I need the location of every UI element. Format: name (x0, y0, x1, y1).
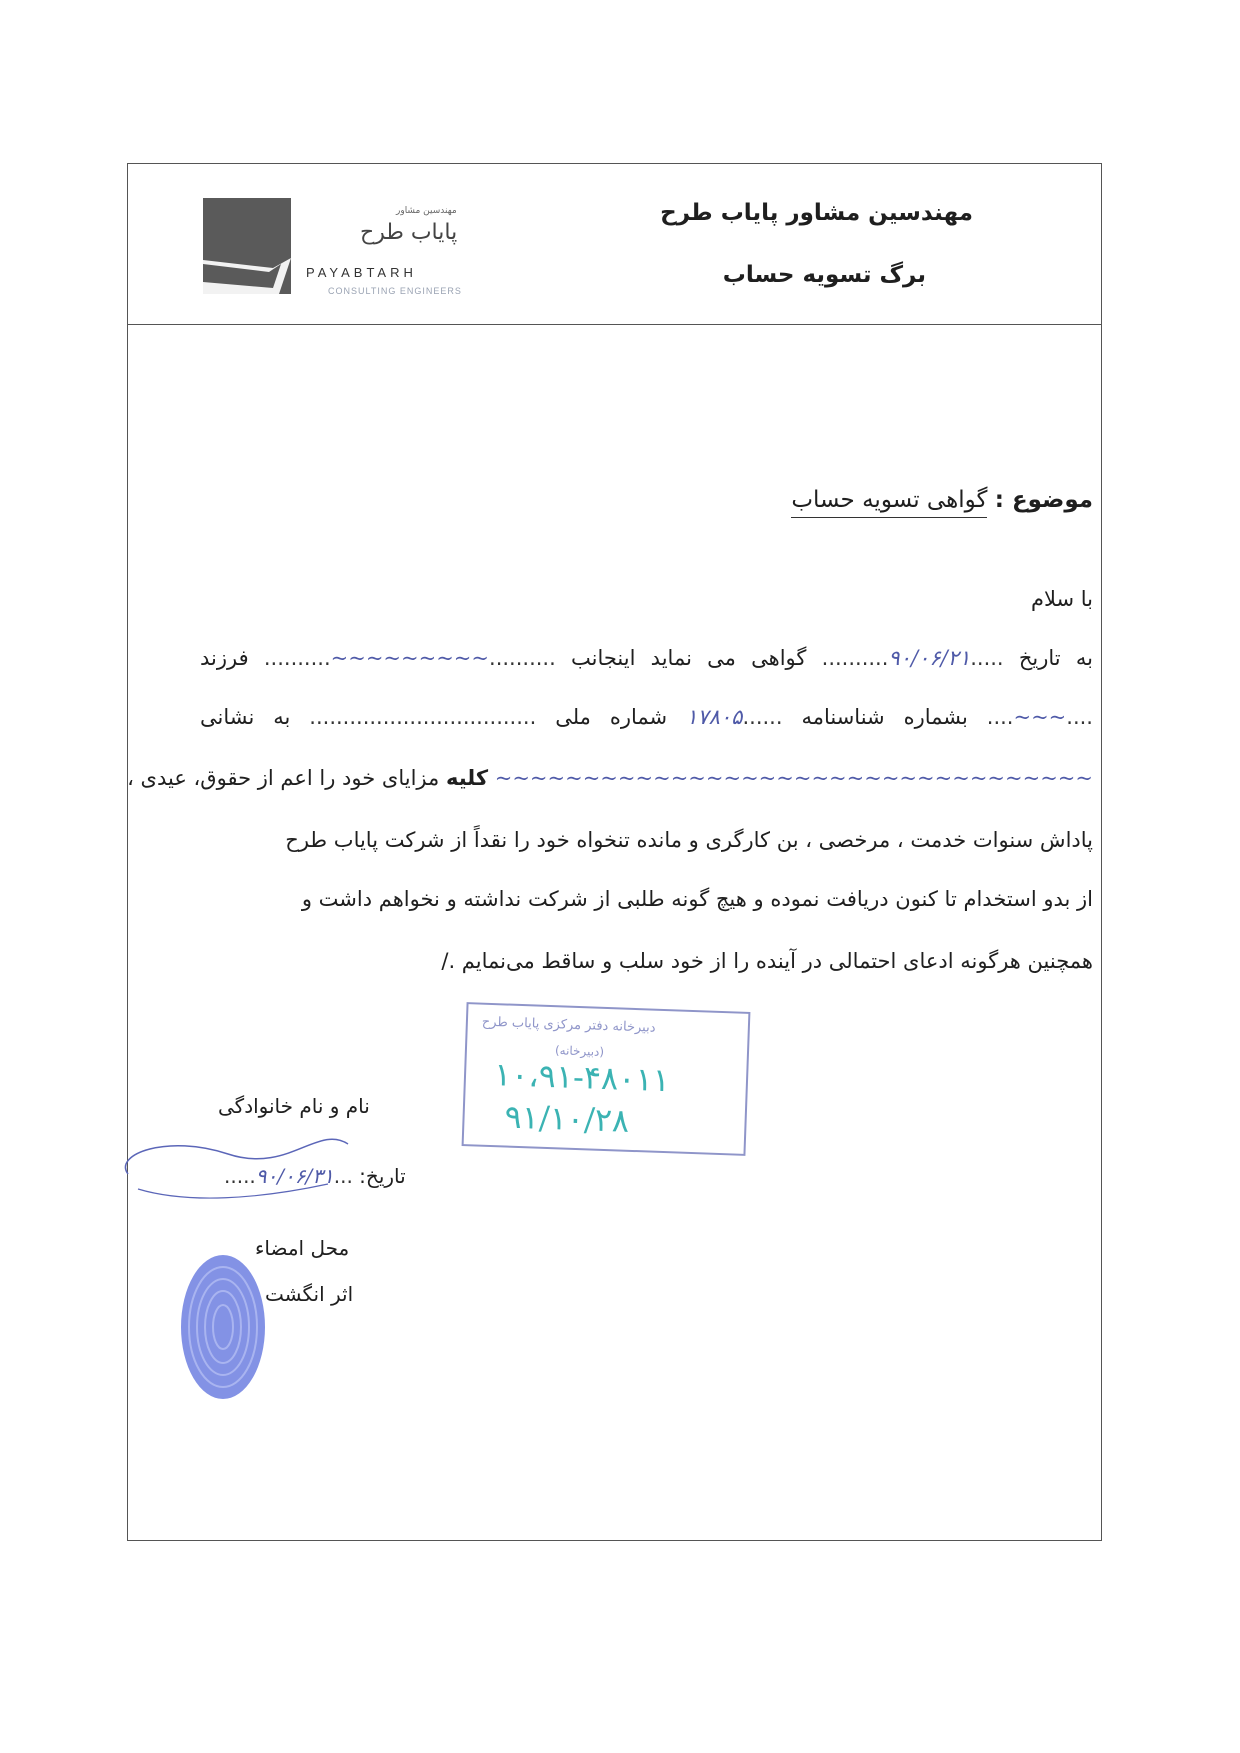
logo-subtitle-en: CONSULTING ENGINEERS (328, 286, 462, 296)
subject-label: موضوع : (994, 487, 1093, 513)
signature-date-line: تاریخ: ...۹۰/۰۶/۳۱..... (224, 1164, 406, 1188)
stamp-date: ۹۱/۱۰/۲۸ (503, 1097, 630, 1140)
body-line-6: همچنین هرگونه ادعای احتمالی در آینده را از خود سلب و ساقط می‌نمایم ./ (441, 949, 1093, 973)
text-national-id: شماره ملی (555, 705, 668, 729)
settlement-form (127, 163, 1102, 1541)
stamp-title: دبیرخانه دفتر مرکزی پایاب طرح (481, 1014, 656, 1036)
signature-place-label: محل امضاء (255, 1236, 350, 1260)
handwritten-father-name: ~~~ (1013, 705, 1067, 729)
form-title: برگ تسویه حساب (722, 262, 926, 288)
body-line-2: ....~~~.... بشماره شناسنامه ......۱۷۸۰۵ شماره ملی .................................. به نشانی (200, 705, 1093, 729)
form-header (128, 164, 1101, 325)
text-child-of: فرزند (200, 646, 249, 670)
text-address: به نشانی (200, 705, 291, 729)
text-id-number: بشماره شناسنامه (801, 705, 968, 729)
registry-stamp (462, 1002, 751, 1156)
handwritten-date: ۹۰/۰۶/۲۱ (888, 646, 971, 670)
subject-line (791, 487, 1093, 513)
text-benefits: مزایای خود را اعم از حقوق، عیدی ، (127, 766, 440, 790)
name-label: نام و نام خانوادگی (218, 1094, 370, 1118)
body-line-5: از بدو استخدام تا کنون دریافت نموده و هیچ گونه طلبی از شرکت نداشته و نخواهم داشت و (301, 887, 1093, 911)
text-all: کلیه (445, 766, 489, 790)
logo-name-en: PAYABTARH (306, 265, 417, 280)
handwritten-id: ۱۷۸۰۵ (686, 705, 743, 729)
stamp-number: ۱۰،۹۱-۴۸۰۱۱ (493, 1055, 671, 1100)
fingerprint-icon (178, 1252, 268, 1402)
logo-subtitle-fa: مهندسین مشاور (396, 206, 457, 216)
company-name: مهندسین مشاور پایاب طرح (660, 200, 973, 226)
logo-mark-icon (203, 198, 291, 294)
handwritten-address: ~~~~~~~~~~~~~~~~~~~~~~~~~~~~~~~~~~ (494, 766, 1093, 790)
greeting: با سلام (1030, 587, 1093, 611)
fingerprint-label: اثر انگشت (265, 1282, 354, 1306)
signature-date-label: تاریخ: (359, 1164, 406, 1188)
body-line-1: به تاریخ .....۹۰/۰۶/۲۱.......... گواهی می نماید اینجانب ..........~~~~~~~~~.......... فرزند (200, 646, 1093, 670)
text-certify: گواهی می نماید اینجانب (571, 646, 807, 670)
subject-value: گواهی تسویه حساب (791, 487, 987, 518)
handwritten-name: ~~~~~~~~~ (330, 646, 490, 670)
body-line-3 (127, 766, 1093, 790)
text-date-intro: به تاریخ (1018, 646, 1093, 670)
body-line-4: پاداش سنوات خدمت ، مرخصی ، بن کارگری و مانده تنخواه خود را نقداً از شرکت پایاب طرح (285, 828, 1093, 852)
stamp-subtitle: (دبیرخانه) (554, 1043, 605, 1059)
logo-name-fa: پایاب طرح (360, 220, 458, 245)
handwritten-signature-date: ۹۰/۰۶/۳۱ (255, 1164, 334, 1188)
